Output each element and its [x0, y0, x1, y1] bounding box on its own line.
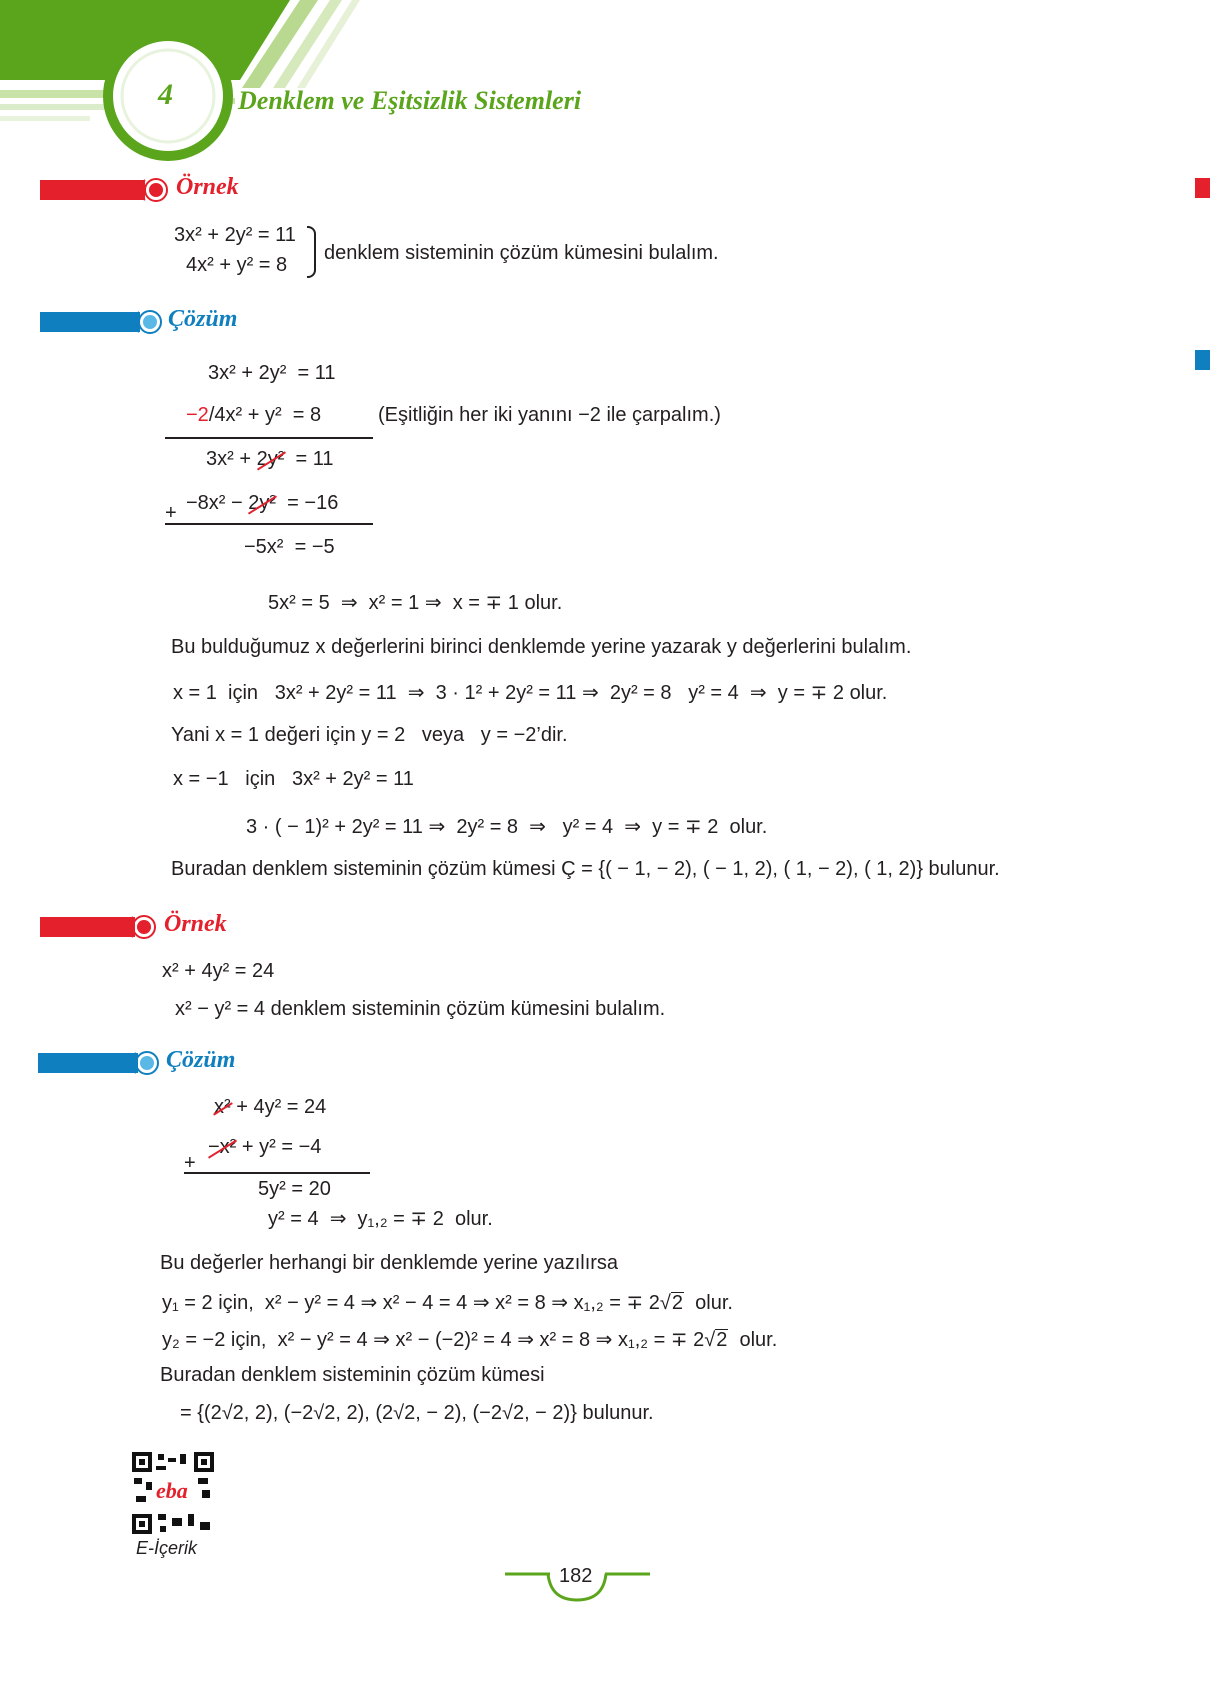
cancelled-term: −x² — [208, 1136, 237, 1158]
example-label: Örnek — [176, 174, 239, 200]
header-decoration — [0, 0, 1210, 170]
eba-logo: eba — [156, 1478, 188, 1503]
sol2-line4: y² = 4 ⇒ y₁,₂ = ∓ 2 olur. — [268, 1208, 493, 1230]
target-icon — [140, 177, 170, 203]
sol2-line2: −x² + y² = −4 — [208, 1136, 322, 1158]
page-number: 182 — [559, 1565, 593, 1587]
example2-eq1: x² + 4y² = 24 — [162, 960, 275, 982]
sol1-result: Buradan denklem sisteminin çözüm kümesi Ç = {( − 1, − 2), ( − 1, 2), ( 1, − 2), ( 1, 2)} bulunur. — [171, 858, 1000, 880]
cancelled-term: 2y² — [256, 448, 285, 470]
solution-bar — [38, 1053, 138, 1073]
example1-eq1: 3x² + 2y² = 11 — [174, 224, 296, 246]
example2-eq2: x² − y² = 4 denklem sisteminin çözüm kümesini bulalım. — [175, 998, 666, 1020]
sol1-line7: Bu bulduğumuz x değerlerini birinci denklemde yerine yazarak y değerlerini bulalım. — [171, 636, 912, 658]
sol1-line5: −5x² = −5 — [244, 536, 335, 558]
sol1-line9: Yani x = 1 değeri için y = 2 veya y = −2’dir. — [171, 724, 568, 746]
sol1-line6: 5x² = 5 ⇒ x² = 1 ⇒ x = ∓ 1 olur. — [268, 592, 563, 614]
sum-line — [165, 437, 373, 439]
qr-caption: E-İçerik — [136, 1538, 198, 1558]
solution-label: Çözüm — [168, 306, 238, 332]
plus-sign: + — [184, 1152, 196, 1174]
example-bar — [40, 917, 135, 937]
sol2-line8: Buradan denklem sisteminin çözüm kümesi — [160, 1364, 545, 1386]
example1-eq2: 4x² + y² = 8 — [186, 254, 288, 276]
side-marker-blue — [1195, 350, 1210, 370]
sol1-note: (Eşitliğin her iki yanını −2 ile çarpalım.) — [378, 404, 721, 426]
chapter-number: 4 — [158, 78, 173, 111]
example-label: Örnek — [164, 911, 227, 937]
target-icon — [131, 1050, 161, 1076]
sol1-line8: x = 1 için 3x² + 2y² = 11 ⇒ 3 · 1² + 2y² = 11 ⇒ 2y² = 8 y² = 4 ⇒ y = ∓ 2 olur. — [173, 682, 888, 704]
sol1-line4: −8x² − 2y² = −16 — [186, 492, 339, 514]
cancelled-term: 2y² — [248, 492, 277, 514]
sol1-line3: 3x² + 2y² = 11 — [206, 448, 334, 470]
sol1-line1: 3x² + 2y² = 11 — [208, 362, 336, 384]
sol1-line11: 3 · ( − 1)² + 2y² = 11 ⇒ 2y² = 8 ⇒ y² = 4 ⇒ y = ∓ 2 olur. — [246, 816, 768, 838]
sum-line — [165, 523, 373, 525]
example1-question: denklem sisteminin çözüm kümesini bulalım. — [324, 242, 719, 264]
target-icon — [128, 914, 158, 940]
sol1-line10: x = −1 için 3x² + 2y² = 11 — [173, 768, 414, 790]
system-brace — [307, 226, 316, 278]
cancelled-term: x² — [214, 1096, 231, 1118]
sol2-line7: y₂ = −2 için, x² − y² = 4 ⇒ x² − (−2)² = 4 ⇒ x² = 8 ⇒ x₁,₂ = ∓ 2√2 olur. — [162, 1329, 778, 1351]
solution-bar — [40, 312, 140, 332]
sol2-result: = {(2√2, 2), (−2√2, 2), (2√2, − 2), (−2√2, − 2)} bulunur. — [180, 1402, 654, 1424]
chapter-title: Denklem ve Eşitsizlik Sistemleri — [238, 86, 582, 115]
sol2-line3: 5y² = 20 — [258, 1178, 331, 1200]
sol1-line2: −2/4x² + y² = 8 — [186, 404, 322, 426]
example-bar — [40, 180, 145, 200]
sol2-line5: Bu değerler herhangi bir denklemde yerine yazılırsa — [160, 1252, 619, 1274]
sol2-line6: y₁ = 2 için, x² − y² = 4 ⇒ x² − 4 = 4 ⇒ x² = 8 ⇒ x₁,₂ = ∓ 2√2 olur. — [162, 1292, 733, 1314]
qr-code[interactable] — [132, 1452, 214, 1534]
multiplier: −2 — [186, 404, 209, 426]
side-marker-red — [1195, 178, 1210, 198]
plus-sign: + — [165, 502, 177, 524]
sol2-line1: x² + 4y² = 24 — [214, 1096, 327, 1118]
sum-line — [184, 1172, 370, 1174]
target-icon — [134, 309, 164, 335]
solution-label: Çözüm — [166, 1047, 236, 1073]
